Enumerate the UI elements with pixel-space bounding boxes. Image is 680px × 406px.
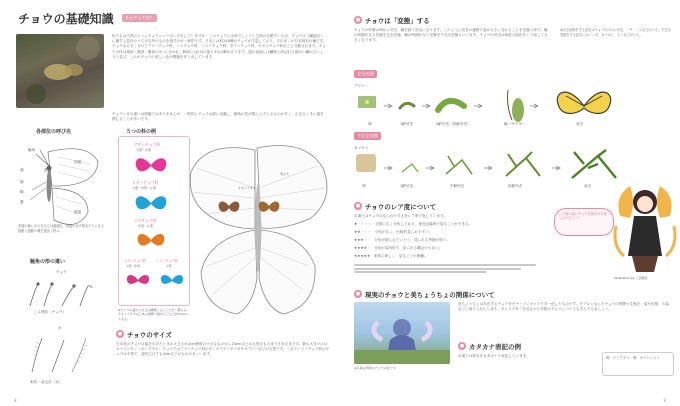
part-label-forewing: 前翅 xyxy=(74,160,82,164)
rare-item-1: ★・・・・ 全国に広く分布しており、身近な場所で見ることができる。 xyxy=(354,222,473,226)
incomplete-subject: カマキリ xyxy=(354,146,369,150)
part-label-antenna: 触角 xyxy=(28,148,36,152)
moth-antenna-drawing xyxy=(22,334,102,374)
metamorphosis-text: チョウの仲間は卵から幼虫、蛹を経て成虫になります。このように成長の過程で姿が大きく変わることを変態と呼び、蛹の時期がある変態を完全変態、蛹の時期がない変態を不完全変態といいます。チョウの幼虫は何度も脱皮をくり返して大きくなります。 xyxy=(354,28,548,43)
illustration-credit: Illustration by 三雲鏡花 xyxy=(614,276,648,280)
part-label-leg: 脚 xyxy=(20,190,24,194)
speech-text: レア度の高いチョウを探すのも楽しみのひとつ！ xyxy=(559,212,607,221)
intro-text: 私たちは当然のようにチョウという言い方をしていますが、このチョウとは何でしょう？生物の分類でいえば、チョウ目（鱗翅目）に属する昆虫のうちガ以外のものを指すのが一般的です。日本には約240種のチョウが生息しており、その多くが日本固有の種です。チョウは大きく分けてアゲハチョウ科、シロチョウ科、シジミチョウ科、タテハチョウ科、セセリチョウ科などに分類されます。チョウの体は頭部・胸部・腹部の3つに分かれ、胸部には2対の翅と3対の脚があります。翅の表面には鱗粉と呼ばれる細かい鱗がびっしりと並び、これがチョウの美しい色や模様を作り出しています。 xyxy=(112,34,327,59)
antenna-caption-moth: 糸状・羽毛状（ガ） xyxy=(30,380,63,384)
family-butterfly-4 xyxy=(126,272,150,288)
size-text: 日本産のチョウは翅を広げたときの大きさが2cm程度の小さなものから15cmほどの大型のものまでさまざまです。最も大きいのはヨナグニサン（ガ）ですが、チョウではアゲハチョウ科のモンキアゲハやナガサキアゲハなどが大型です。一方でシジミチョウ科のチョウは小型で、翅を広げても2cmほどのものが多くいます。 xyxy=(116,342,330,357)
incomplete-metamorphosis-label: 不完全変態 xyxy=(354,132,381,140)
complete-metamorphosis-illustration xyxy=(358,86,658,126)
part-label-abdomen: 腹 xyxy=(20,200,24,204)
complete-stage-4: 蛹（サナギ） xyxy=(504,122,526,126)
rare-description-lines xyxy=(354,262,544,275)
section-rare-badge: ● xyxy=(355,203,361,209)
page-title: チョウの基礎知識 xyxy=(18,12,114,26)
part-label-eye: 複眼 xyxy=(44,168,52,172)
section-rare-heading: チョウのレア度について xyxy=(365,203,437,211)
family-name-3: シロチョウ科 xyxy=(134,218,157,223)
size-note-scale: 実寸大 xyxy=(280,172,290,176)
family-name-5: シジミチョウ科 xyxy=(156,259,179,263)
rare-item-5: ★★★★★ 非常に珍しく、見ることが困難。 xyxy=(354,254,428,258)
antenna-caption-butterfly: こん棒状（チョウ） xyxy=(34,310,67,314)
character-photo xyxy=(354,302,450,364)
section-parts-heading: 各部位の呼び名 xyxy=(36,129,72,135)
section-size-badge: ● xyxy=(117,331,123,337)
section-metamorphosis-heading: チョウは「変態」する xyxy=(365,17,430,25)
intro-text-2: チョウとガの違いは明確ではありませんが、一般的にチョウは昼に活動し、触角の先が膨らんでいるものが多く、止まるときに翅を閉じることが多いです。 xyxy=(112,112,324,122)
section-metamorphosis-badge: ● xyxy=(355,17,361,23)
family-name-2: タテハチョウ科 xyxy=(132,180,159,185)
photo-caption: ※写真は実際のチョウの姿です。 xyxy=(354,366,399,370)
incomplete-stage-1: 卵 xyxy=(362,184,366,188)
metamorphosis-note: ※完全変態をする昆虫はチョウのほかに甲虫、ハチ、ハエなどがいる。不完全変態をする昆虫にはバッタ、カマキリ、セミなどがいる。 xyxy=(560,28,671,37)
kana-text: 本書では和名をカタカナで表記しています。 xyxy=(458,354,530,358)
family-size-4: 小型〜中型 xyxy=(126,264,140,268)
family-butterfly-5 xyxy=(160,272,184,288)
family-size-3: 中型〜小型 xyxy=(138,224,154,228)
part-label-head: 頭 xyxy=(20,168,24,172)
character-illustration xyxy=(612,176,678,276)
butterfly-parts-diagram xyxy=(18,142,102,234)
speech-bubble xyxy=(554,208,614,236)
incomplete-stage-2: 1齢幼虫 xyxy=(400,184,414,188)
complete-subject: アゲハ xyxy=(354,84,365,88)
section-size-heading: チョウのサイズ xyxy=(127,331,172,339)
size-note-name: オオムラサキ xyxy=(238,186,256,190)
subtitle-badge: チョウって何？ xyxy=(122,14,157,22)
family-size-5: 小型 xyxy=(166,264,172,268)
part-label-hindwing: 後翅 xyxy=(74,210,82,214)
page-number-right: 9 xyxy=(663,398,666,403)
complete-stage-1: 卵 xyxy=(368,122,372,126)
kana-examples: 例：ナミアゲハ 例：ヤマトシジミ xyxy=(606,356,660,360)
page-number-left: 8 xyxy=(14,398,17,403)
butterfly-antenna-drawing xyxy=(22,280,102,308)
complete-stage-3: 5齢幼虫（終齢幼虫） xyxy=(436,122,471,126)
section-relation-badge: ● xyxy=(355,291,361,297)
rare-item-4: ★★★★・ 分布が局所的で、見られる機会が少ない。 xyxy=(354,246,443,250)
family-name-4: セセリチョウ科 xyxy=(124,259,147,263)
right-page xyxy=(340,0,680,406)
section-families-heading: ５つの科の例 xyxy=(126,129,157,135)
family-butterfly-1 xyxy=(134,154,168,176)
family-size-2: 大型〜中型〜小型 xyxy=(132,186,157,190)
section-antenna-heading: 触角の形の違い xyxy=(30,259,66,265)
antenna-label-moth: ガ xyxy=(58,326,62,330)
butterfly-photo-subject xyxy=(16,34,104,108)
antenna-label-butterfly: チョウ xyxy=(56,270,67,274)
family-name-1: アゲハチョウ科 xyxy=(134,142,161,147)
kana-example-box xyxy=(602,352,674,376)
complete-stage-5: 成虫 xyxy=(576,122,584,126)
section-relation-heading: 現実のチョウと美ちょうちょの関係について xyxy=(365,291,495,299)
relation-text: 美ちょうちょは実在するチョウをモチーフにキャラクター化したものです。モデルとなったチョウの特徴や生態を、姿や性格、衣装などに取り入れています。キャラクターを見ながら実際のチョウについても学んでみましょう。 xyxy=(458,302,670,312)
incomplete-stage-4: 終齢幼虫 xyxy=(508,184,523,188)
parts-caption: 前翅の縁にある毛などは翅縁毛、前翅の付け根あたりにある翅脈と翅脈の間を翅室と呼ぶ。 xyxy=(18,224,105,233)
family-butterfly-2 xyxy=(134,192,168,214)
incomplete-stage-3: 中齢幼虫 xyxy=(450,184,465,188)
complete-metamorphosis-label: 完全変態 xyxy=(354,70,377,78)
wing-caption: ※チョウの翅の大きさは種類によって大きく異なる。オオムラサキは日本の国蝶で翅を広げると約10cmにもなる。 xyxy=(118,308,190,321)
part-label-thorax: 胸 xyxy=(20,180,24,184)
rare-item-2: ★★・・・ 分布が広く、比較的見られやすい。 xyxy=(354,230,433,234)
incomplete-stage-5: 成虫 xyxy=(584,184,592,188)
complete-stage-2: 1齢幼虫 xyxy=(400,122,414,126)
family-size-1: 大型〜中型 xyxy=(136,148,152,152)
rare-item-3: ★★★・・ 分布が限られていたり、見られる季節が短い。 xyxy=(354,238,450,242)
butterfly-photo xyxy=(16,34,104,108)
family-butterfly-3 xyxy=(136,230,166,250)
section-kana-badge: ● xyxy=(459,343,465,349)
rare-text: 本書ではチョウの見られやすさをレア度で表しています。 xyxy=(354,214,448,218)
large-wing-outline xyxy=(185,138,335,318)
section-kana-heading: カタカナ表記の例 xyxy=(469,343,521,351)
incomplete-metamorphosis-illustration xyxy=(356,148,656,188)
